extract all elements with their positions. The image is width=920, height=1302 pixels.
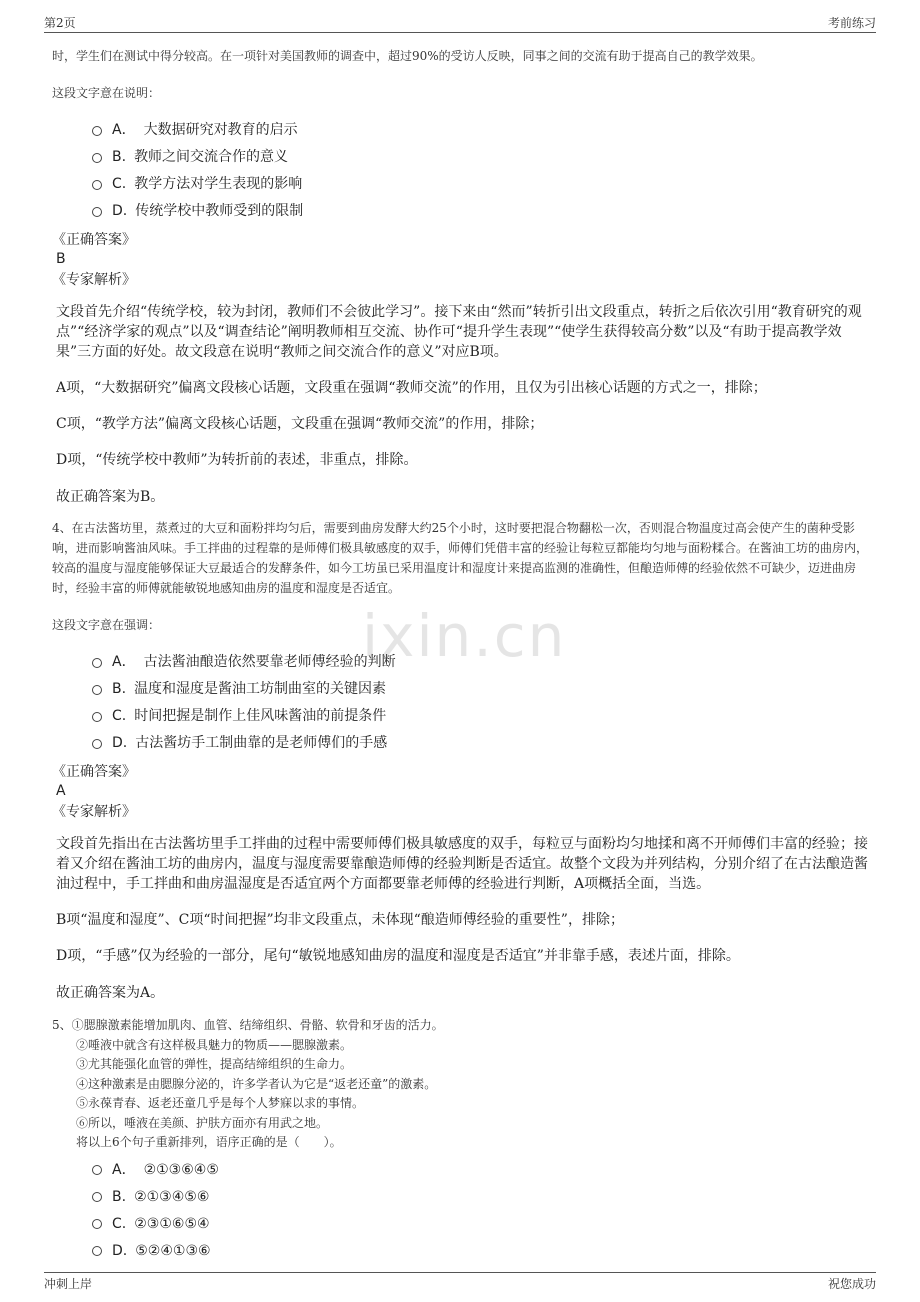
analysis-label: 《专家解析》 — [52, 804, 136, 820]
analysis-paragraph: D项，“传统学校中教师”为转折前的表述，非重点，排除。 — [56, 452, 418, 468]
radio-icon[interactable] — [92, 180, 102, 190]
answer-value: B — [56, 251, 66, 267]
sentence-line: ②唾液中就含有这样极具魅力的物质——腮腺激素。 — [76, 1037, 353, 1052]
radio-icon[interactable] — [92, 1165, 102, 1175]
answer-label: 《正确答案》 — [52, 764, 136, 780]
analysis-paragraph: D项，“手感”仅为经验的一部分，尾句“敏锐地感知曲房的温度和湿度是否适宜”并非靠手感，表述片面，排除。 — [56, 948, 740, 964]
answer-label: 《正确答案》 — [52, 232, 136, 248]
analysis-paragraph: C项，“教学方法”偏离文段核心话题，文段重在强调“教师交流”的作用，排除； — [56, 416, 544, 432]
option-a[interactable]: A． 古法酱油酿造依然要靠老师傅经验的判断 — [92, 649, 876, 676]
question-prompt: 这段文字意在说明： — [52, 86, 161, 100]
option-b[interactable]: B. 教师之间交流合作的意义 — [92, 144, 876, 171]
header-title: 考前练习 — [827, 16, 876, 30]
radio-icon[interactable] — [92, 207, 102, 217]
question-prompt: 将以上6个句子重新排列，语序正确的是（ ）。 — [76, 1135, 342, 1149]
sentence-line: ⑥所以，唾液在美颜、护肤方面亦有用武之地。 — [76, 1115, 329, 1130]
question-text: 4、在古法酱坊里，蒸煮过的大豆和面粉拌均匀后，需要到曲房发酵大约25个小时，这时要把混合物翻松一次，否则混合物温度过高会使产生的菌种受影响，进而影响酱油风味。手工拌曲的过程靠的是师傅们极具敏感度的双手，师傅们凭借丰富的经验让每粒豆都能均匀地与面粉糅合。在酱油工坊的曲房内，较高的温度与湿度能够保证大豆最适合的发酵条件，如今工坊虽已采用温度计和湿度计来提高监测的准确性，但酿造师傅的经验依然不可缺少，迈进曲房时，经验丰富的师傅就能敏锐地感知曲房的温度和湿度是否适宜。 — [52, 521, 869, 595]
option-list — [92, 1157, 876, 1265]
question-4 — [52, 518, 876, 1002]
question-text: 时，学生们在测试中得分较高。在一项针对美国教师的调查中，超过90%的受访人反映，同事之间的交流有助于提高自己的教学效果。 — [52, 49, 763, 63]
option-list — [92, 117, 876, 225]
radio-icon[interactable] — [92, 153, 102, 163]
answer-value: A — [56, 783, 66, 799]
option-d[interactable]: D. ⑤②④①③⑥ — [92, 1238, 876, 1265]
sentence-line: ③尤其能强化血管的弹性，提高结缔组织的生命力。 — [76, 1057, 353, 1071]
option-c[interactable]: C. ②③①⑥⑤④ — [92, 1211, 876, 1238]
radio-icon[interactable] — [92, 658, 102, 668]
page-number: 第2页 — [44, 16, 76, 30]
option-c[interactable]: C. 时间把握是制作上佳风味酱油的前提条件 — [92, 703, 876, 730]
option-d[interactable]: D. 传统学校中教师受到的限制 — [92, 198, 876, 225]
page-footer — [44, 1272, 876, 1293]
analysis-paragraph: A项，“大数据研究”偏离文段核心话题，文段重在强调“教师交流”的作用，且仅为引出核心话题的方式之一，排除； — [56, 380, 767, 396]
option-b[interactable]: B. 温度和湿度是酱油工坊制曲室的关键因素 — [92, 676, 876, 703]
option-a[interactable]: A． ②①③⑥④⑤ — [92, 1157, 876, 1184]
sentence-line: ④这种激素是由腮腺分泌的，许多学者认为它是“返老还童”的激素。 — [76, 1076, 437, 1091]
analysis-paragraph: 文段首先指出在古法酱坊里手工拌曲的过程中需要师傅们极具敏感度的双手，每粒豆与面粉均匀地揉和离不开师傅们丰富的经验；接着又介绍在酱油工坊的曲房内，温度与湿度需要靠酿造师傅的经验判断是否适宜。故整个文段为并列结构，分别介绍了在古法酿造酱油过程中，手工拌曲和曲房温湿度是否适宜两个方面都要靠老师傅的经验进行判断，A项概括全面，当选。 — [56, 836, 868, 892]
question-prompt: 这段文字意在强调： — [52, 618, 161, 632]
radio-icon[interactable] — [92, 685, 102, 695]
radio-icon[interactable] — [92, 1192, 102, 1202]
sentence-line: ⑤永葆青春、返老还童几乎是每个人梦寐以求的事情。 — [76, 1096, 365, 1110]
conclusion: 故正确答案为B。 — [56, 489, 165, 505]
conclusion: 故正确答案为A。 — [56, 985, 165, 1001]
question-3 — [52, 46, 876, 506]
watermark: ixin.cn — [362, 602, 567, 670]
question-5 — [52, 1016, 876, 1265]
analysis-label: 《专家解析》 — [52, 272, 136, 288]
radio-icon[interactable] — [92, 126, 102, 136]
footer-left: 冲刺上岸 — [44, 1277, 93, 1291]
page-header — [44, 14, 876, 33]
option-c[interactable]: C. 教学方法对学生表现的影响 — [92, 171, 876, 198]
option-d[interactable]: D. 古法酱坊手工制曲靠的是老师傅们的手感 — [92, 730, 876, 757]
option-a[interactable]: A． 大数据研究对教育的启示 — [92, 117, 876, 144]
analysis-paragraph: 文段首先介绍“传统学校，较为封闭，教师们不会彼此学习”。接下来由“然而”转折引出文段重点，转折之后依次引用“教育研究的观点”“经济学家的观点”以及“调查结论”阐明教师相互交流、协作可“提升学生表现”“使学生获得较高分数”以及“有助于提高教学效果”三方面的好处。故文段意在说明“教师之间交流合作的意义”对应B项。 — [56, 304, 862, 360]
analysis-paragraph: B项“温度和湿度”、C项“时间把握”均非文段重点，未体现“酿造师傅经验的重要性”，排除； — [56, 912, 624, 928]
option-b[interactable]: B. ②①③④⑤⑥ — [92, 1184, 876, 1211]
radio-icon[interactable] — [92, 1219, 102, 1229]
question-text: 5、①腮腺激素能增加肌肉、血管、结缔组织、骨骼、软骨和牙齿的活力。 — [52, 1018, 444, 1032]
radio-icon[interactable] — [92, 1246, 102, 1256]
radio-icon[interactable] — [92, 739, 102, 749]
option-list — [92, 649, 876, 757]
radio-icon[interactable] — [92, 712, 102, 722]
page-content — [52, 46, 876, 1265]
footer-right: 祝您成功 — [827, 1277, 876, 1291]
